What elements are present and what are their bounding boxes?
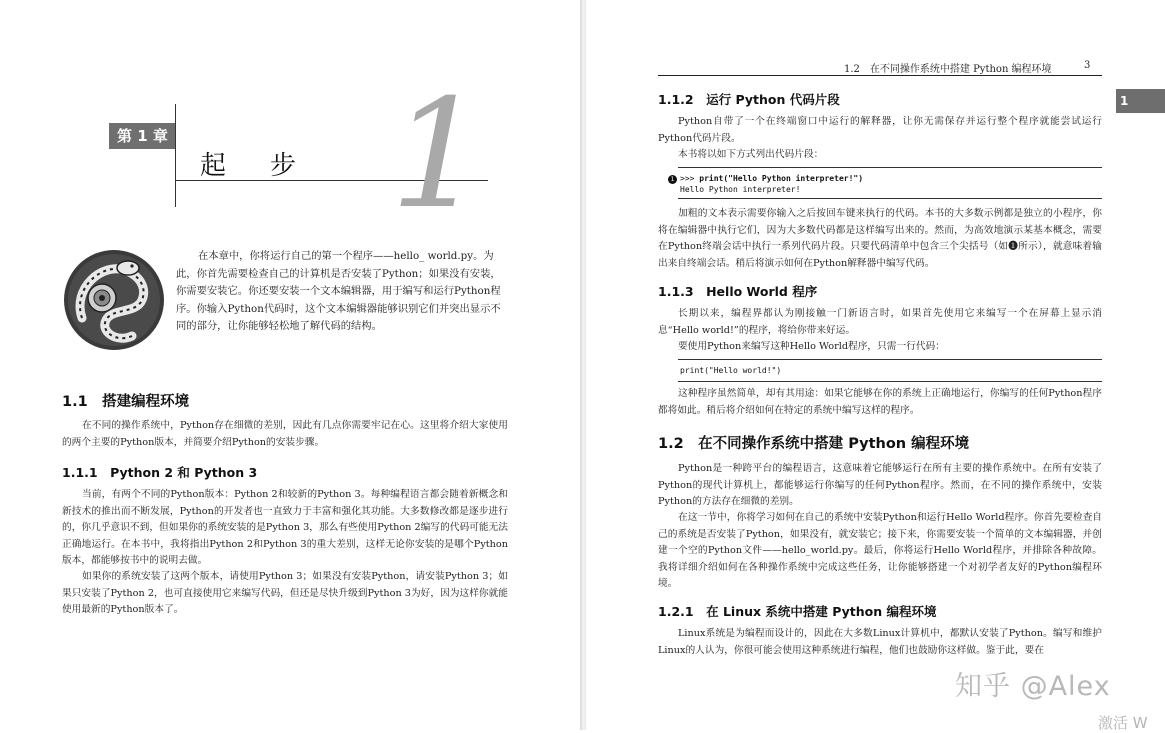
zhihu-watermark: 知乎 @Alex <box>955 671 1111 702</box>
section-1-2-paragraph-2: 在这一节中，你将学习如何在自己的系统中安装Python和运行Hello World程序。你首先要检查自己的系统是否安装了Python，如果没有，就安装它；接下来，你需要安装一个简单的文本编辑器，并创建一个空的Python文件——hello_world.py。最后，你将运行Hello World程序，并排除各种故障。我将详细介绍如何在各种操作系统中完成这些任务，让你能够搭建一个对初学者友好的Python编程环境。 <box>658 512 1102 590</box>
section-1-2-heading: 1.2 在不同操作系统中搭建 Python 编程环境 <box>658 436 970 452</box>
right-page <box>586 0 1165 730</box>
section-1-1-3-paragraph-3: 这种程序虽然简单，却有其用途：如果它能够在你的系统上正确地运行，你编写的任何Python程序都将如此。稍后将介绍如何在特定的系统中编写这样的程序。 <box>658 388 1102 416</box>
section-1-1-1-paragraph-1: 当前，有两个不同的Python版本：Python 2和较新的Python 3。每种编程语言都会随着新概念和新技术的推出而不断发展，Python的开发者也一直致力于丰富和强化其功能。大多数修改都是逐步进行的，你几乎意识不到，但如果你的系统安装的是Python 3，那么有些使用Python 2编写的代码可能无法正确地运行。在本书中，我将指出Python 2和Python 3的重大差别，这样无论你安装的是哪个Python版本，都能够按书中的说明去做。 <box>62 489 508 567</box>
chapter-vertical-rule <box>175 104 176 207</box>
windows-activation-text: 激活 W <box>1098 714 1148 732</box>
code-prompt: >>> <box>680 174 700 183</box>
code-block-2-bottom-rule <box>678 381 1102 382</box>
code-block-1-bottom-rule <box>678 198 1102 199</box>
callout-marker-1: 1 <box>668 175 677 184</box>
section-1-1-3-paragraph-1: 长期以来，编程界都认为刚接触一门新语言时，如果首先使用它来编写一个在屏幕上显示消息“Hello world!”的程序，将给你带来好运。 <box>658 308 1102 336</box>
chapter-thumb-tab: 1 <box>1116 89 1165 113</box>
chapter-intro: 在本章中，你将运行自己的第一个程序——hello_ world.py。为此，你首先需要检查自己的计算机是否安装了Python；如果没有安装，你需要安装它。你还要安装一个文本编辑器，用于编写和运行Python程序。你输入Python代码时，这个文本编辑器能够识别它们并突出显示不同的部分，让你能够轻松地了解代码的结构。 <box>176 250 501 332</box>
section-1-1-1-paragraph-2: 如果你的系统安装了这两个版本，请使用Python 3；如果没有安装Python，请安装Python 3；如果只安装了Python 2，也可直接使用它来编写代码，但还是尽快升级到Python 3为好，因为这样你就能使用最新的Python版本了。 <box>62 571 508 616</box>
chapter-title: 起步 <box>200 151 341 181</box>
code-block-2: print("Hello world!") <box>680 366 782 375</box>
python-logo-illustration <box>62 248 167 353</box>
section-1-1-3-heading: 1.1.3 Hello World 程序 <box>658 284 818 299</box>
chapter-badge: 第 1 章 <box>109 123 176 149</box>
section-1-2-paragraph-1: Python是一种跨平台的编程语言，这意味着它能够运行在所有主要的操作系统中。在所有安装了Python的现代计算机上，都能够运行你编写的任何Python程序。然而，在不同的操作系统中，安装Python的方法存在细微的差别。 <box>658 463 1102 508</box>
section-1-1-2-paragraph-2: 本书将以如下方式列出代码片段： <box>678 149 824 160</box>
section-1-2-1-paragraph: Linux系统是为编程而设计的，因此在大多数Linux计算机中，都默认安装了Python。编写和维护Linux的人认为，你很可能会使用这种系统进行编程，他们也鼓励你这样做。鉴于此，要在 <box>658 628 1102 656</box>
code-block-1-top-rule <box>678 167 1102 168</box>
code-block-1 <box>680 173 863 195</box>
code-input: print("Hello Python interpreter!") <box>699 174 864 183</box>
section-1-1-heading: 1.1 搭建编程环境 <box>62 394 190 410</box>
running-head: 1.2 在不同操作系统中搭建 Python 编程环境 <box>844 64 1052 75</box>
code-output: Hello Python interpreter! <box>680 185 801 194</box>
code-block-2-top-rule <box>678 359 1102 360</box>
chapter-number: 1 <box>390 68 486 242</box>
section-1-1-1-heading: 1.1.1 Python 2 和 Python 3 <box>62 465 258 480</box>
section-1-1-2-heading: 1.1.2 运行 Python 代码片段 <box>658 92 840 107</box>
section-1-1-paragraph: 在不同的操作系统中，Python存在细微的差别，因此有几点你需要牢记在心。这里将介绍大家使用的两个主要的Python版本，并简要介绍Python的安装步骤。 <box>62 420 508 448</box>
left-page <box>0 0 580 730</box>
running-head-rule <box>658 75 1102 76</box>
section-1-1-2-paragraph-3: 加粗的文本表示需要你输入之后按回车键来执行的代码。本书的大多数示例都是独立的小程序，你将在编辑器中执行它们，因为大多数代码都是这样编写出来的。然而，为高效地演示某基本概念，需要在Python终端会话中执行一系列代码片段。只要代码清单中包含三个尖括号（如❶所示），就意味着输出来自终端会话。稍后将演示如何在Python解释器中编写代码。 <box>658 208 1102 269</box>
section-1-1-2-paragraph-1: Python自带了一个在终端窗口中运行的解释器，让你无需保存并运行整个程序就能尝试运行Python代码片段。 <box>658 116 1102 144</box>
page-number: 3 <box>1084 60 1091 71</box>
section-1-2-1-heading: 1.2.1 在 Linux 系统中搭建 Python 编程环境 <box>658 604 937 619</box>
section-1-1-3-paragraph-2: 要使用Python来编写这种Hello World程序，只需一行代码： <box>678 341 945 352</box>
